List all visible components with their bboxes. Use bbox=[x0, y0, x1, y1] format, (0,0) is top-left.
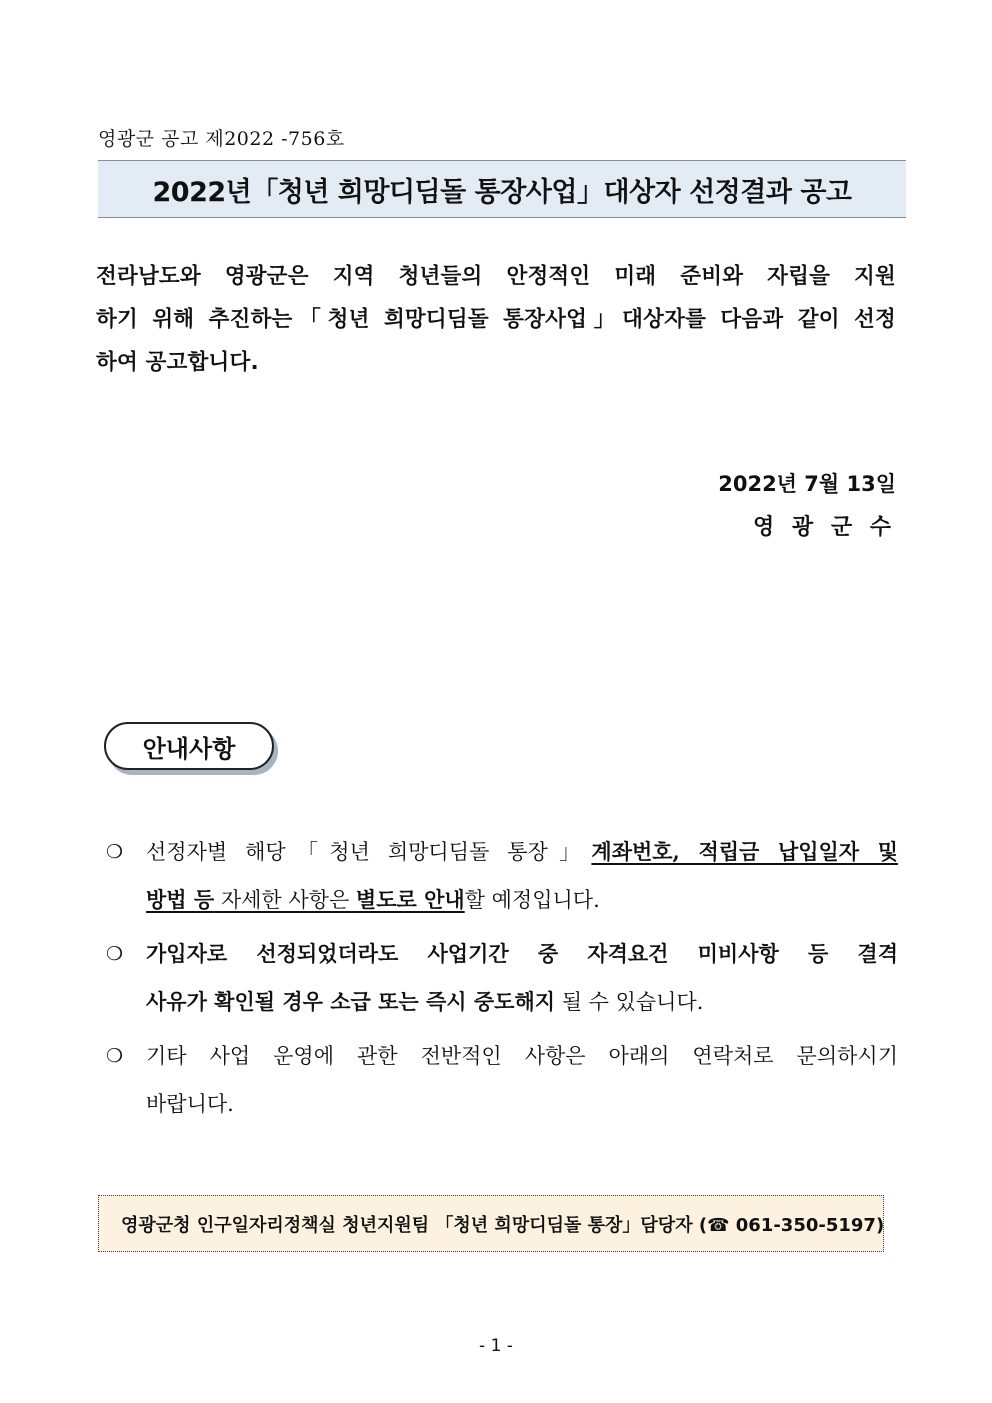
method-emphasis: 방법 등 bbox=[146, 887, 215, 912]
separate-notice-emphasis: 별도로 안내 bbox=[355, 887, 465, 912]
circle-bullet-icon: ❍ bbox=[106, 841, 124, 863]
guide-text: 될 수 있습니다. bbox=[555, 990, 704, 1014]
guide-line: 기타 사업 운영에 관한 전반적인 사항은 아래의 연락처로 문의하시기 bbox=[146, 1044, 898, 1068]
body-line: 하기 위해 추진하는「청년 희망디딤돌 통장사업」대상자를 다음과 같이 선정 bbox=[96, 307, 896, 332]
guide-list bbox=[104, 828, 898, 1134]
body-line: 전라남도와 영광군은 지역 청년들의 안정적인 미래 준비와 자립을 지원 bbox=[96, 264, 896, 289]
contact-text: 영광군청 인구일자리정책실 청년지원팀 「청년 희망디딤돌 통장」담당자 (☎ 061-350-5197) bbox=[121, 1214, 885, 1236]
guide-item bbox=[104, 1032, 898, 1128]
account-info-emphasis: 계좌번호, 적립금 납입일자 및 bbox=[591, 839, 898, 864]
title-banner bbox=[98, 160, 906, 218]
signer: 영 광 군 수 bbox=[753, 515, 896, 540]
guide-line: 바랍니다. bbox=[146, 1092, 234, 1116]
termination-emphasis: 사유가 확인될 경우 소급 또는 즉시 중도해지 bbox=[146, 989, 556, 1014]
announcement-date: 2022년 7월 13일 bbox=[718, 472, 896, 496]
guide-line: 가입자로 선정되었더라도 사업기간 중 자격요건 미비사항 등 결격 bbox=[146, 941, 898, 966]
guide-text: 자세한 사항은 bbox=[214, 888, 356, 912]
guide-item bbox=[104, 930, 898, 1026]
guide-item bbox=[104, 828, 898, 924]
guide-line bbox=[146, 876, 898, 924]
document-title: 2022년「청년 희망디딤돌 통장사업」대상자 선정결과 공고 bbox=[152, 176, 852, 208]
body-line: 하여 공고합니다. bbox=[96, 350, 259, 375]
circle-bullet-icon: ❍ bbox=[106, 1045, 124, 1067]
guide-badge bbox=[104, 722, 274, 770]
announcement-body bbox=[96, 255, 896, 384]
guide-line bbox=[146, 978, 898, 1026]
guide-text: 할 예정입니다. bbox=[464, 888, 600, 912]
contact-box bbox=[98, 1195, 884, 1252]
circle-bullet-icon: ❍ bbox=[106, 943, 124, 965]
guide-line bbox=[146, 828, 898, 876]
guide-badge-label: 안내사항 bbox=[142, 734, 236, 763]
guide-text: 선정자별 해당「청년 희망디딤돌 통장」 bbox=[146, 840, 592, 864]
page-number: - 1 - bbox=[479, 1336, 513, 1356]
notice-number: 영광군 공고 제2022 -756호 bbox=[98, 128, 345, 150]
